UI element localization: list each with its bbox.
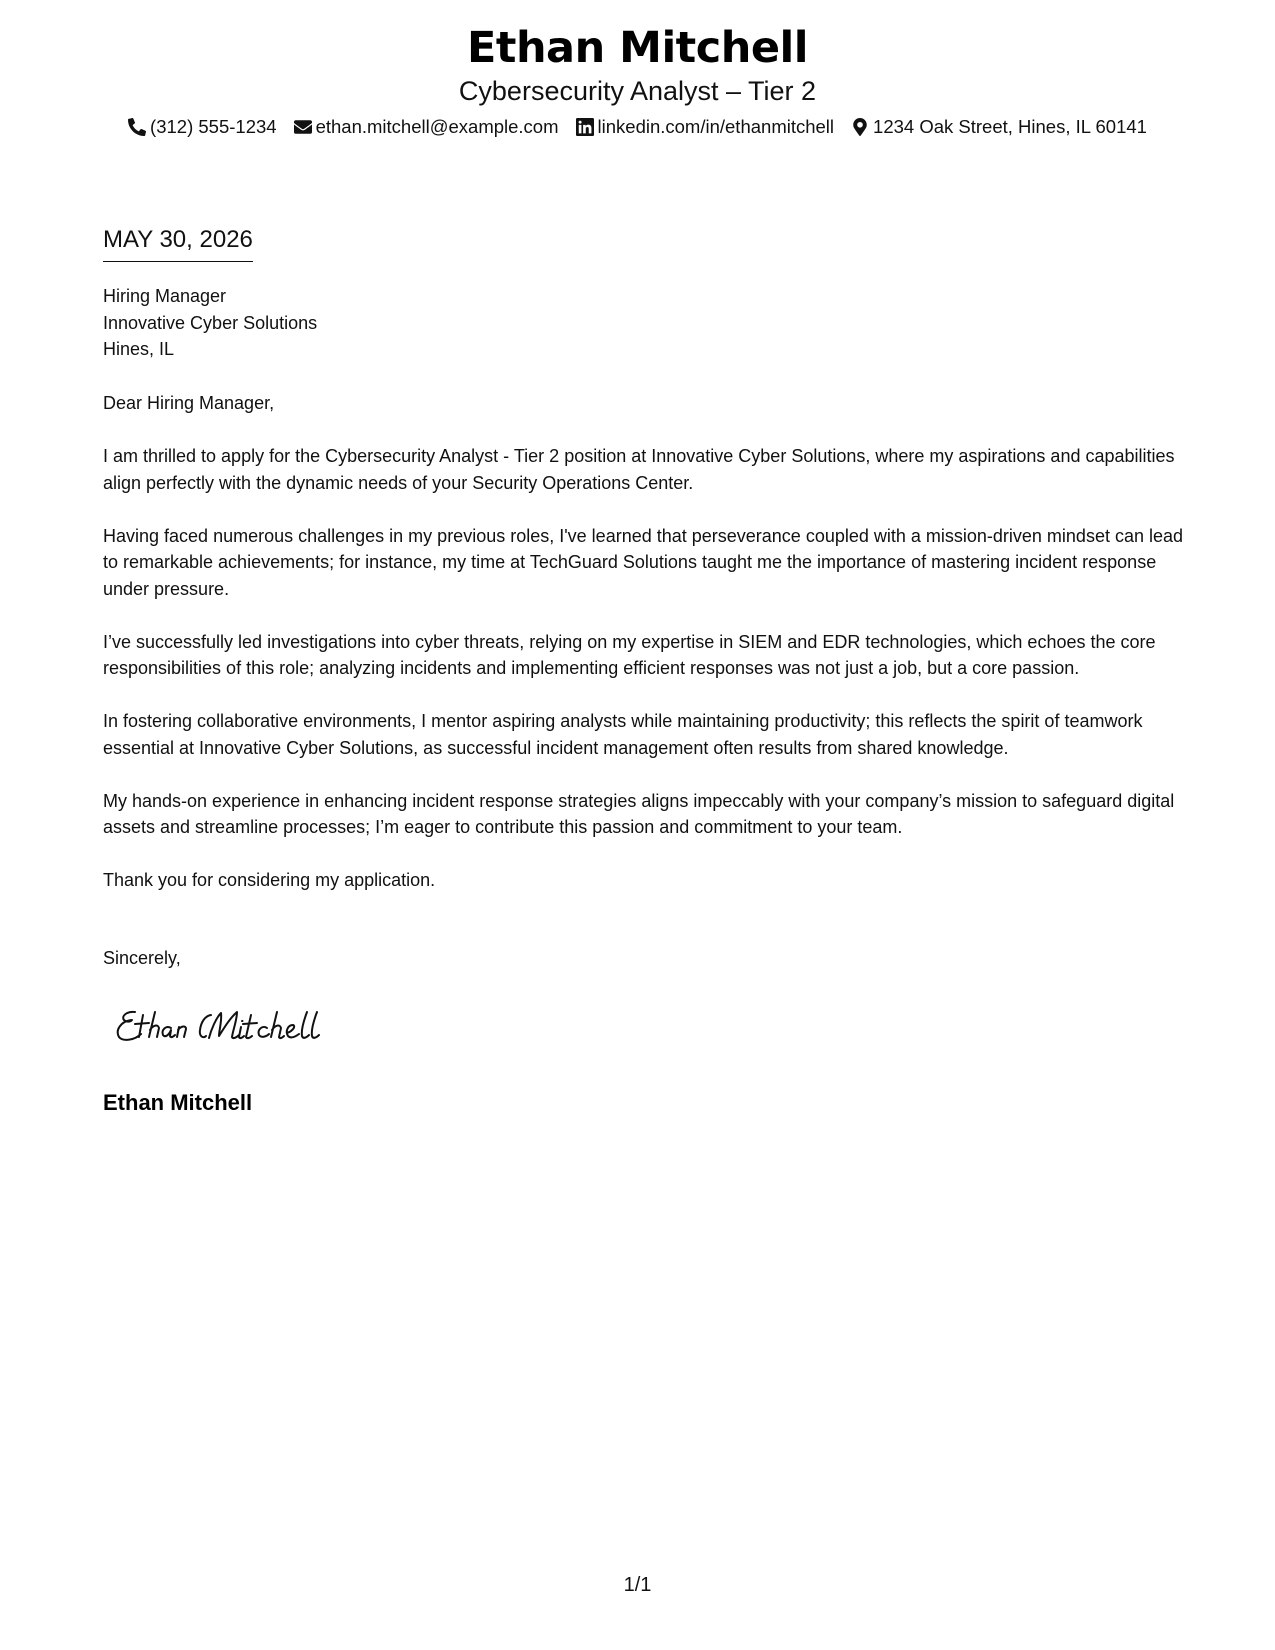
map-marker-icon (851, 118, 869, 136)
linkedin-text: linkedin.com/in/ethanmitchell (597, 116, 835, 137)
recipient-line: Innovative Cyber Solutions (103, 312, 318, 333)
body-paragraph: In fostering collaborative environments, I mentor aspiring analysts while maintaining productivity; this reflects the spirit of teamwork essential at Innovative Cyber Solutions, as successful incident management often results from shared knowledge. (103, 711, 1143, 758)
body-paragraph: Having faced numerous challenges in my previous roles, I've learned that perseverance coupled with a mission-driven mindset can lead to remarkable achievements; for instance, my time at TechGuard Solutions taught me the importance of mastering incident response under pressure. (103, 525, 1184, 599)
closing: Sincerely, (103, 948, 181, 968)
recipient-line: Hines, IL (103, 339, 175, 359)
contact-info-row (0, 114, 1275, 140)
contact-phone[interactable] (128, 114, 277, 140)
job-title: Cybersecurity Analyst – Tier 2 (458, 76, 817, 106)
letter-date: MAY 30, 2026 (103, 224, 253, 262)
body-paragraph: Thank you for considering my application. (103, 870, 436, 890)
contact-email[interactable] (294, 114, 559, 140)
letter-body (103, 390, 1183, 920)
body-paragraph: I’ve successfully led investigations into cyber threats, relying on my expertise in SIEM and EDR technologies, which echoes the core responsibilities of this role; analyzing incidents and implementing efficient responses was not just a job, but a core passion. (103, 631, 1156, 678)
contact-linkedin[interactable] (576, 114, 835, 140)
linkedin-icon (576, 118, 594, 136)
body-paragraph: My hands-on experience in enhancing incident response strategies aligns impeccably with your company’s mission to safeguard digital assets and streamline processes; I’m eager to contribute this passion and commitment to your team. (103, 790, 1175, 837)
signature-image (113, 1000, 353, 1050)
contact-address (851, 114, 1147, 140)
recipient-line: Hiring Manager (103, 286, 227, 306)
envelope-icon (294, 118, 312, 136)
address-text: 1234 Oak Street, Hines, IL 60141 (873, 116, 1147, 137)
salutation: Dear Hiring Manager, (103, 393, 275, 413)
applicant-name: Ethan Mitchell (467, 23, 808, 73)
phone-icon (128, 118, 146, 136)
letter-date-block (103, 224, 253, 262)
body-paragraph: I am thrilled to apply for the Cybersecurity Analyst - Tier 2 position at Innovative Cyber Solutions, where my aspirations and capabilities align perfectly with the dynamic needs of your Security Operations Center. (103, 446, 1175, 493)
page-number: 1/1 (623, 1574, 652, 1596)
signer-name: Ethan Mitchell (103, 1090, 253, 1115)
phone-text: (312) 555-1234 (150, 116, 277, 137)
email-text: ethan.mitchell@example.com (315, 116, 559, 137)
recipient-address (103, 283, 317, 363)
letter-header (0, 22, 1275, 140)
